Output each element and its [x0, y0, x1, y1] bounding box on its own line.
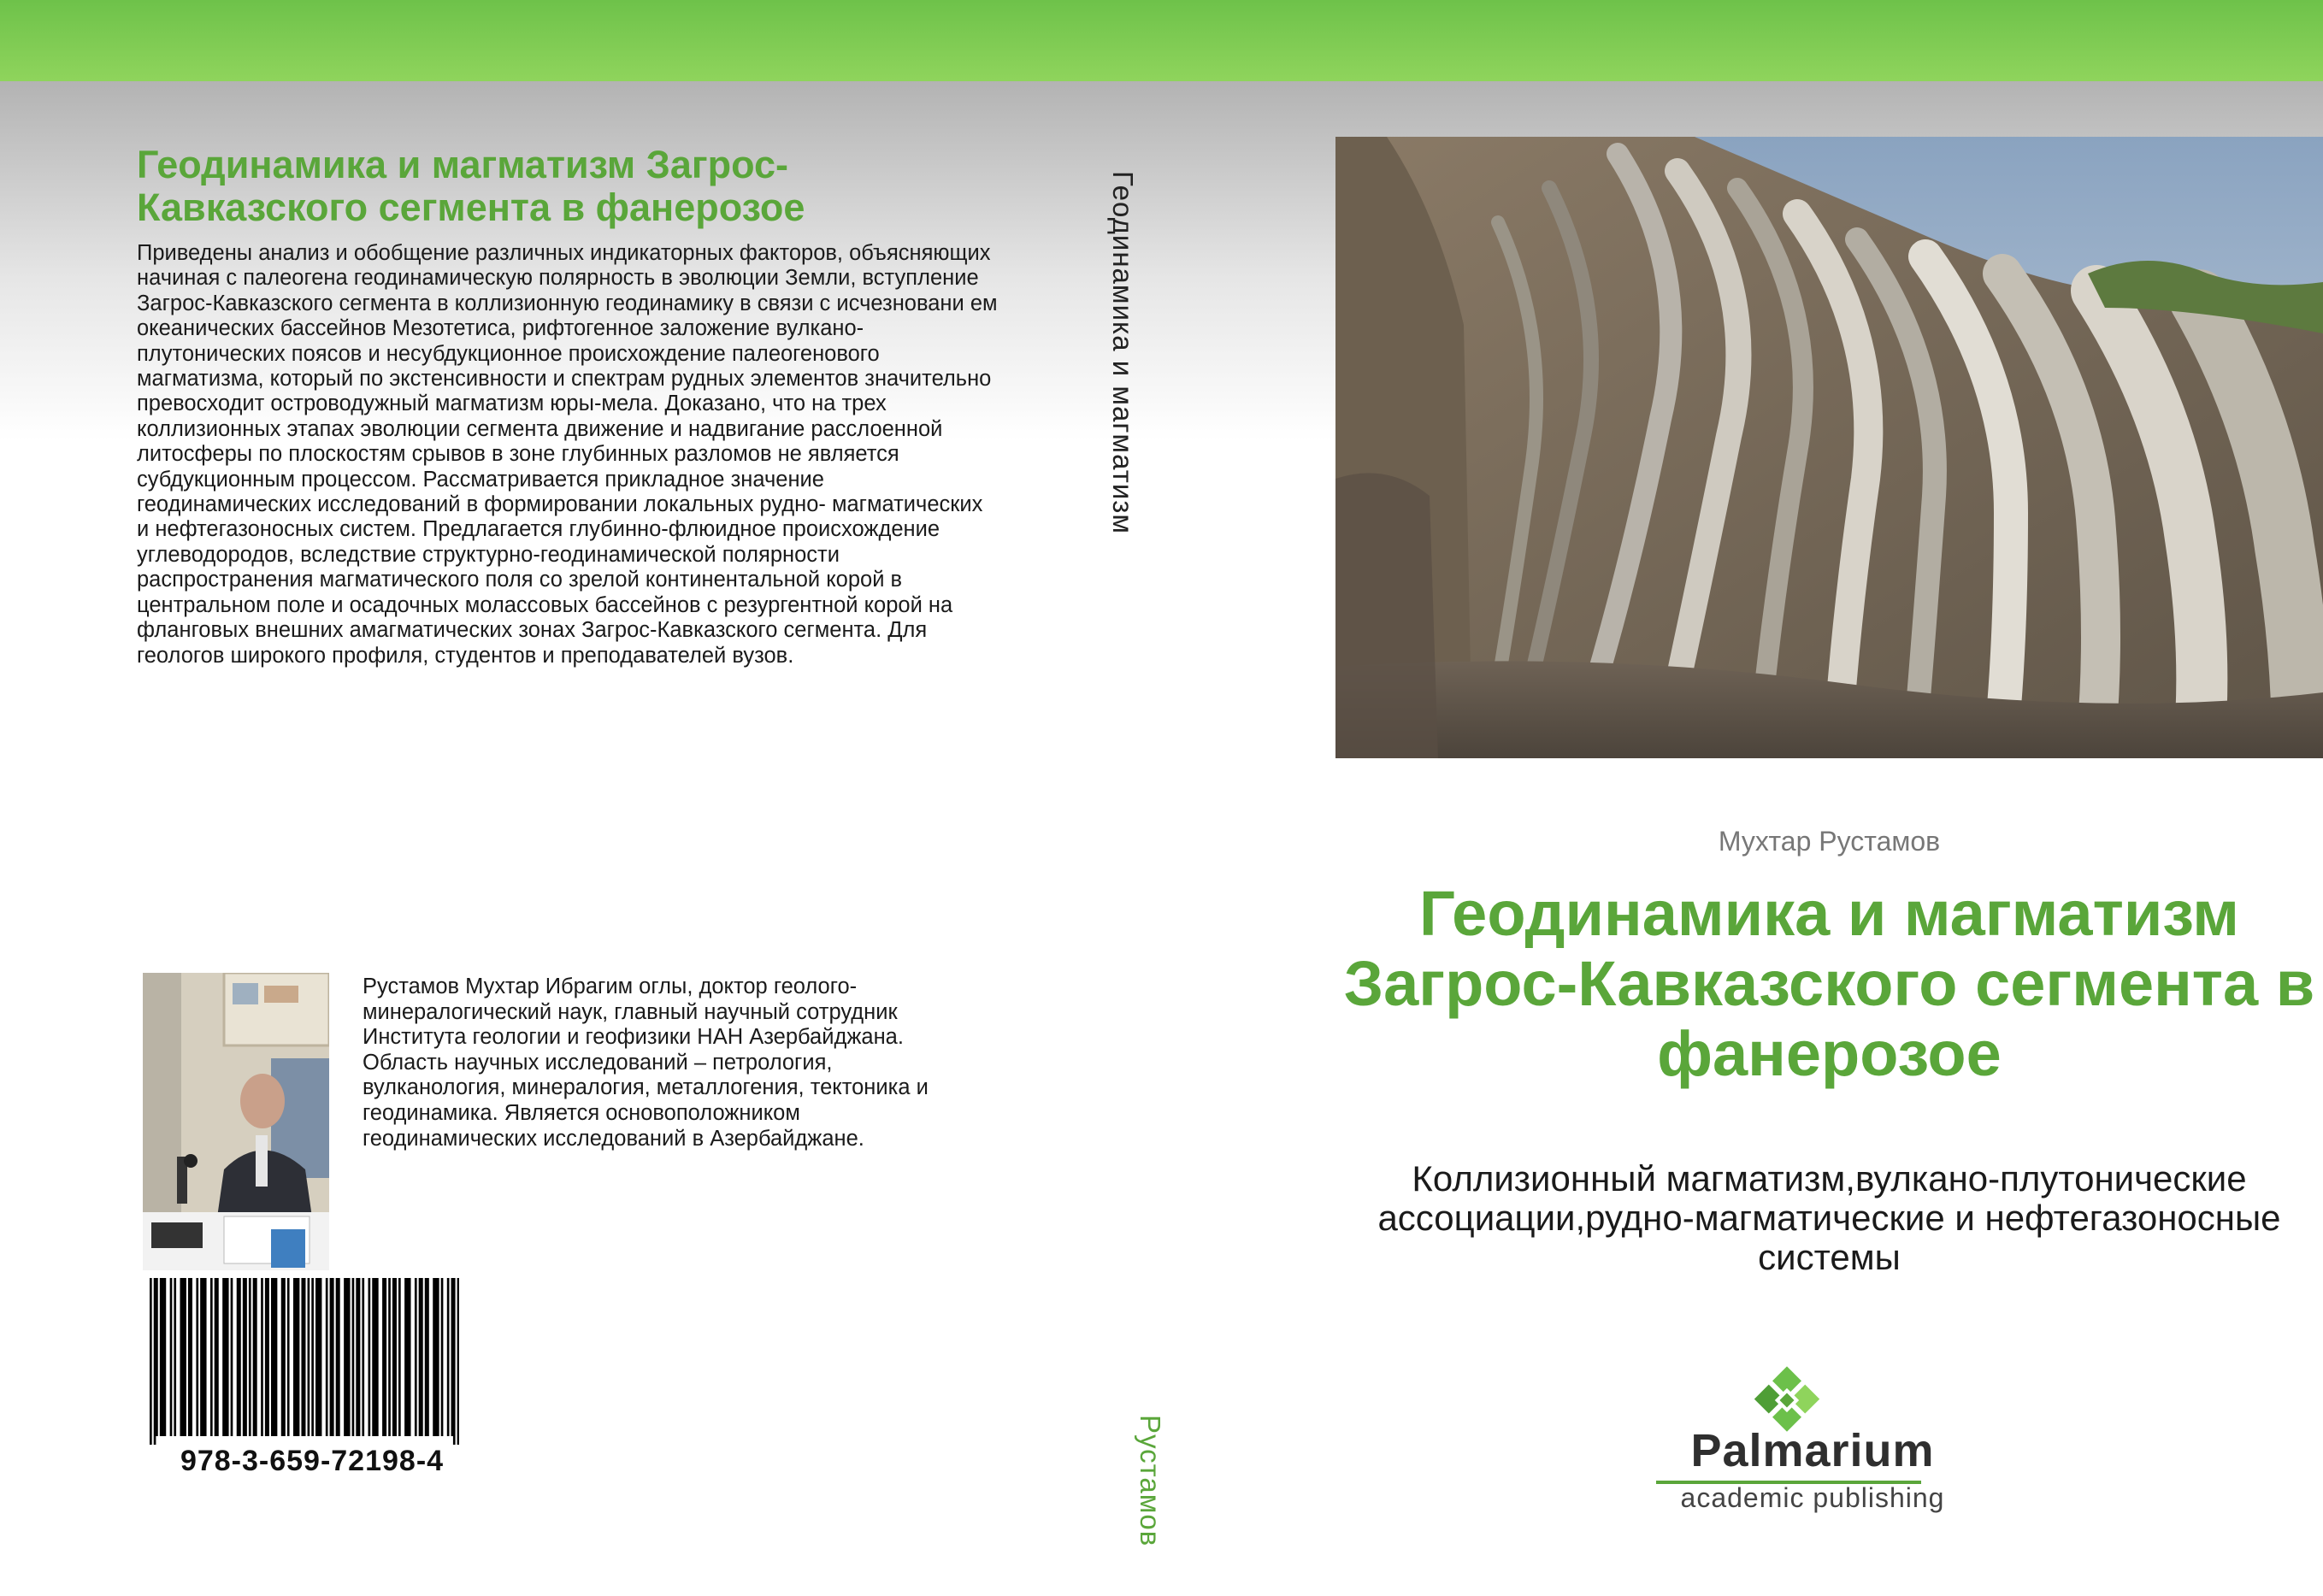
- barcode-bar: [180, 1278, 182, 1436]
- barcode-bar: [203, 1278, 205, 1436]
- barcode-bar: [273, 1278, 275, 1436]
- barcode-bar: [287, 1278, 290, 1436]
- barcode-bar: [156, 1278, 158, 1436]
- barcode-bar: [372, 1278, 374, 1436]
- publisher-tagline: academic publishing: [1680, 1482, 1945, 1513]
- barcode-bar: [164, 1278, 167, 1436]
- barcode-bar: [358, 1278, 361, 1436]
- barcode-bar: [200, 1278, 203, 1436]
- barcode-bar: [326, 1278, 328, 1436]
- barcode-bar: [384, 1278, 386, 1436]
- barcode-bar: [160, 1278, 162, 1436]
- barcode-bar: [352, 1278, 355, 1436]
- barcode-bar: [421, 1278, 423, 1436]
- barcode-bar: [451, 1278, 454, 1436]
- barcode-bar: [237, 1278, 239, 1436]
- barcode-bar: [441, 1278, 444, 1436]
- isbn-number: 978-3-659-72198-4: [180, 1445, 445, 1477]
- barcode-bar: [425, 1278, 427, 1436]
- barcode-bar: [215, 1278, 217, 1436]
- barcode-bar: [392, 1278, 395, 1436]
- barcode-bar: [182, 1278, 185, 1436]
- cover-photo-folded-rock-strata: [1335, 137, 2323, 758]
- barcode-bar: [404, 1278, 407, 1436]
- front-cover-subtitle: Коллизионный магматизм,вулкано-плутонические ассоциации,рудно-магматические и нефтегазоносные системы: [1377, 1158, 2281, 1277]
- barcode-bar: [406, 1278, 409, 1436]
- barcode-bar: [231, 1278, 233, 1436]
- barcode-bar: [336, 1278, 339, 1436]
- spine-author: Рустамов: [1135, 1415, 1166, 1547]
- barcode-bar: [261, 1278, 263, 1436]
- barcode-bar: [222, 1278, 225, 1436]
- back-cover-title: Геодинамика и магматизм Загрос-Кавказского сегмента в фанерозое: [137, 143, 805, 229]
- barcode-bar: [281, 1278, 284, 1436]
- barcode-bar: [196, 1278, 198, 1436]
- barcode-bar: [216, 1278, 219, 1436]
- barcode-bar: [317, 1278, 320, 1436]
- barcode-bar: [174, 1278, 176, 1436]
- barcode-bar: [382, 1278, 385, 1436]
- publisher-name: Palmarium: [1690, 1425, 1935, 1476]
- top-color-band: [0, 0, 2323, 81]
- barcode-bar: [170, 1278, 173, 1436]
- barcode-bar: [344, 1278, 346, 1436]
- back-cover-description: Приведены анализ и обобщение различных индикаторных факторов, объясняющих начиная с палеогена геодинамическую полярность в эволюции Земли, вступление Загрос-Кавказского сегмента в коллизионную геодинамику в связи с исчезновани ем океанических бассейнов Мезотетиса, рифтогенное заложение вулкано- плутонических поясов и несубдукционное происхождение палеогенового магматизма, который по экстенсивности и спектрам рудных элементов значительно превосходит островодужный магматизм юры-мела. Доказано, что на трех коллизионных этапах эволюции сегмента движение и надвигание расслоенной литосферы по плоскостям срывов в зоне глубинных разломов не является субдукционным процессом. Рассматривается прикладное значение геодинамических исследований в формировании локальных рудно- магматических и нефтегазоносных систем. Предлагается глубинно-флюидное происхождение углеводородов, вследствие структурно-геодинамической полярности распространения магматического поля со зрелой континентальной корой в центральном поле и осадочных молассовых бассейнов с резургентной корой на фланговых внешних амагматических зонах Загрос-Кавказского сегмента. Для геологов широкого профиля, студентов и преподавателей вузов.: [137, 241, 998, 668]
- barcode-bar: [267, 1278, 269, 1436]
- barcode-bar: [409, 1278, 411, 1436]
- barcode-bar: [227, 1278, 229, 1436]
- barcode-bar: [332, 1278, 334, 1436]
- barcode-bar: [239, 1278, 241, 1436]
- barcode-bar: [457, 1278, 459, 1445]
- barcode-bar: [184, 1278, 186, 1436]
- barcode-bar: [348, 1278, 351, 1436]
- barcode-bar: [315, 1278, 318, 1436]
- barcode-bar: [154, 1278, 156, 1445]
- barcode-bar: [249, 1278, 251, 1436]
- barcode-bar: [298, 1278, 300, 1436]
- barcode-bar: [346, 1278, 349, 1436]
- barcode-bar: [437, 1278, 439, 1436]
- barcode-bar: [453, 1278, 456, 1445]
- barcode-bar: [225, 1278, 227, 1436]
- author-bio: Рустамов Мухтар Ибрагим оглы, доктор геолого-минералогический наук, главный научный сотрудник Института геологии и геофизики НАН Азербайджана. Область научных исследований – петрология, вулканология, минералогия, металлогения, тектоника и геодинамика. Является основоположником геодинамических исследований в Азербайджане.: [363, 975, 929, 1151]
- author-photo: [143, 973, 329, 1270]
- barcode-bar: [362, 1278, 364, 1436]
- barcode-bar: [190, 1278, 192, 1436]
- barcode-bar: [308, 1278, 310, 1436]
- barcode-bar: [415, 1278, 417, 1436]
- barcode-bar: [210, 1278, 213, 1436]
- barcode-bar: [265, 1278, 268, 1436]
- barcode-bar: [253, 1278, 256, 1436]
- barcode-bar: [368, 1278, 371, 1436]
- barcode-bar: [271, 1278, 274, 1436]
- barcode-bar: [204, 1278, 207, 1436]
- barcode-bar: [150, 1278, 152, 1445]
- barcode-bar: [243, 1278, 245, 1436]
- front-cover-author: Мухтар Рустамов: [1718, 826, 1941, 857]
- barcode-bar: [255, 1278, 257, 1436]
- barcode-bar: [162, 1278, 164, 1436]
- spine-title: Геодинамика и магматизм: [1107, 171, 1139, 535]
- barcode-bar: [320, 1278, 322, 1436]
- barcode-bar: [398, 1278, 401, 1436]
- barcode-bar: [376, 1278, 379, 1436]
- barcode-bar: [293, 1278, 296, 1436]
- barcode-bar: [295, 1278, 298, 1436]
- barcode-bar: [388, 1278, 391, 1436]
- barcode-bar: [275, 1278, 278, 1436]
- barcode-bar: [283, 1278, 286, 1436]
- isbn-barcode: [150, 1278, 459, 1445]
- barcode-bar: [301, 1278, 304, 1436]
- front-cover-title: Геодинамика и магматизм Загрос-Кавказского сегмента в фанерозое: [1343, 878, 2315, 1089]
- barcode-bar: [419, 1278, 422, 1436]
- barcode-bar: [394, 1278, 397, 1436]
- barcode-bar: [435, 1278, 438, 1436]
- barcode-bar: [330, 1278, 333, 1436]
- barcode-bar: [433, 1278, 435, 1436]
- barcode-bar: [304, 1278, 306, 1436]
- barcode-bar: [447, 1278, 450, 1436]
- barcode-bar: [356, 1278, 358, 1436]
- barcode-bar: [427, 1278, 429, 1436]
- barcode-bar: [338, 1278, 340, 1436]
- barcode-bar: [245, 1278, 247, 1436]
- barcode-bar: [374, 1278, 377, 1436]
- barcode-bar: [311, 1278, 314, 1436]
- barcode-bar: [188, 1278, 191, 1436]
